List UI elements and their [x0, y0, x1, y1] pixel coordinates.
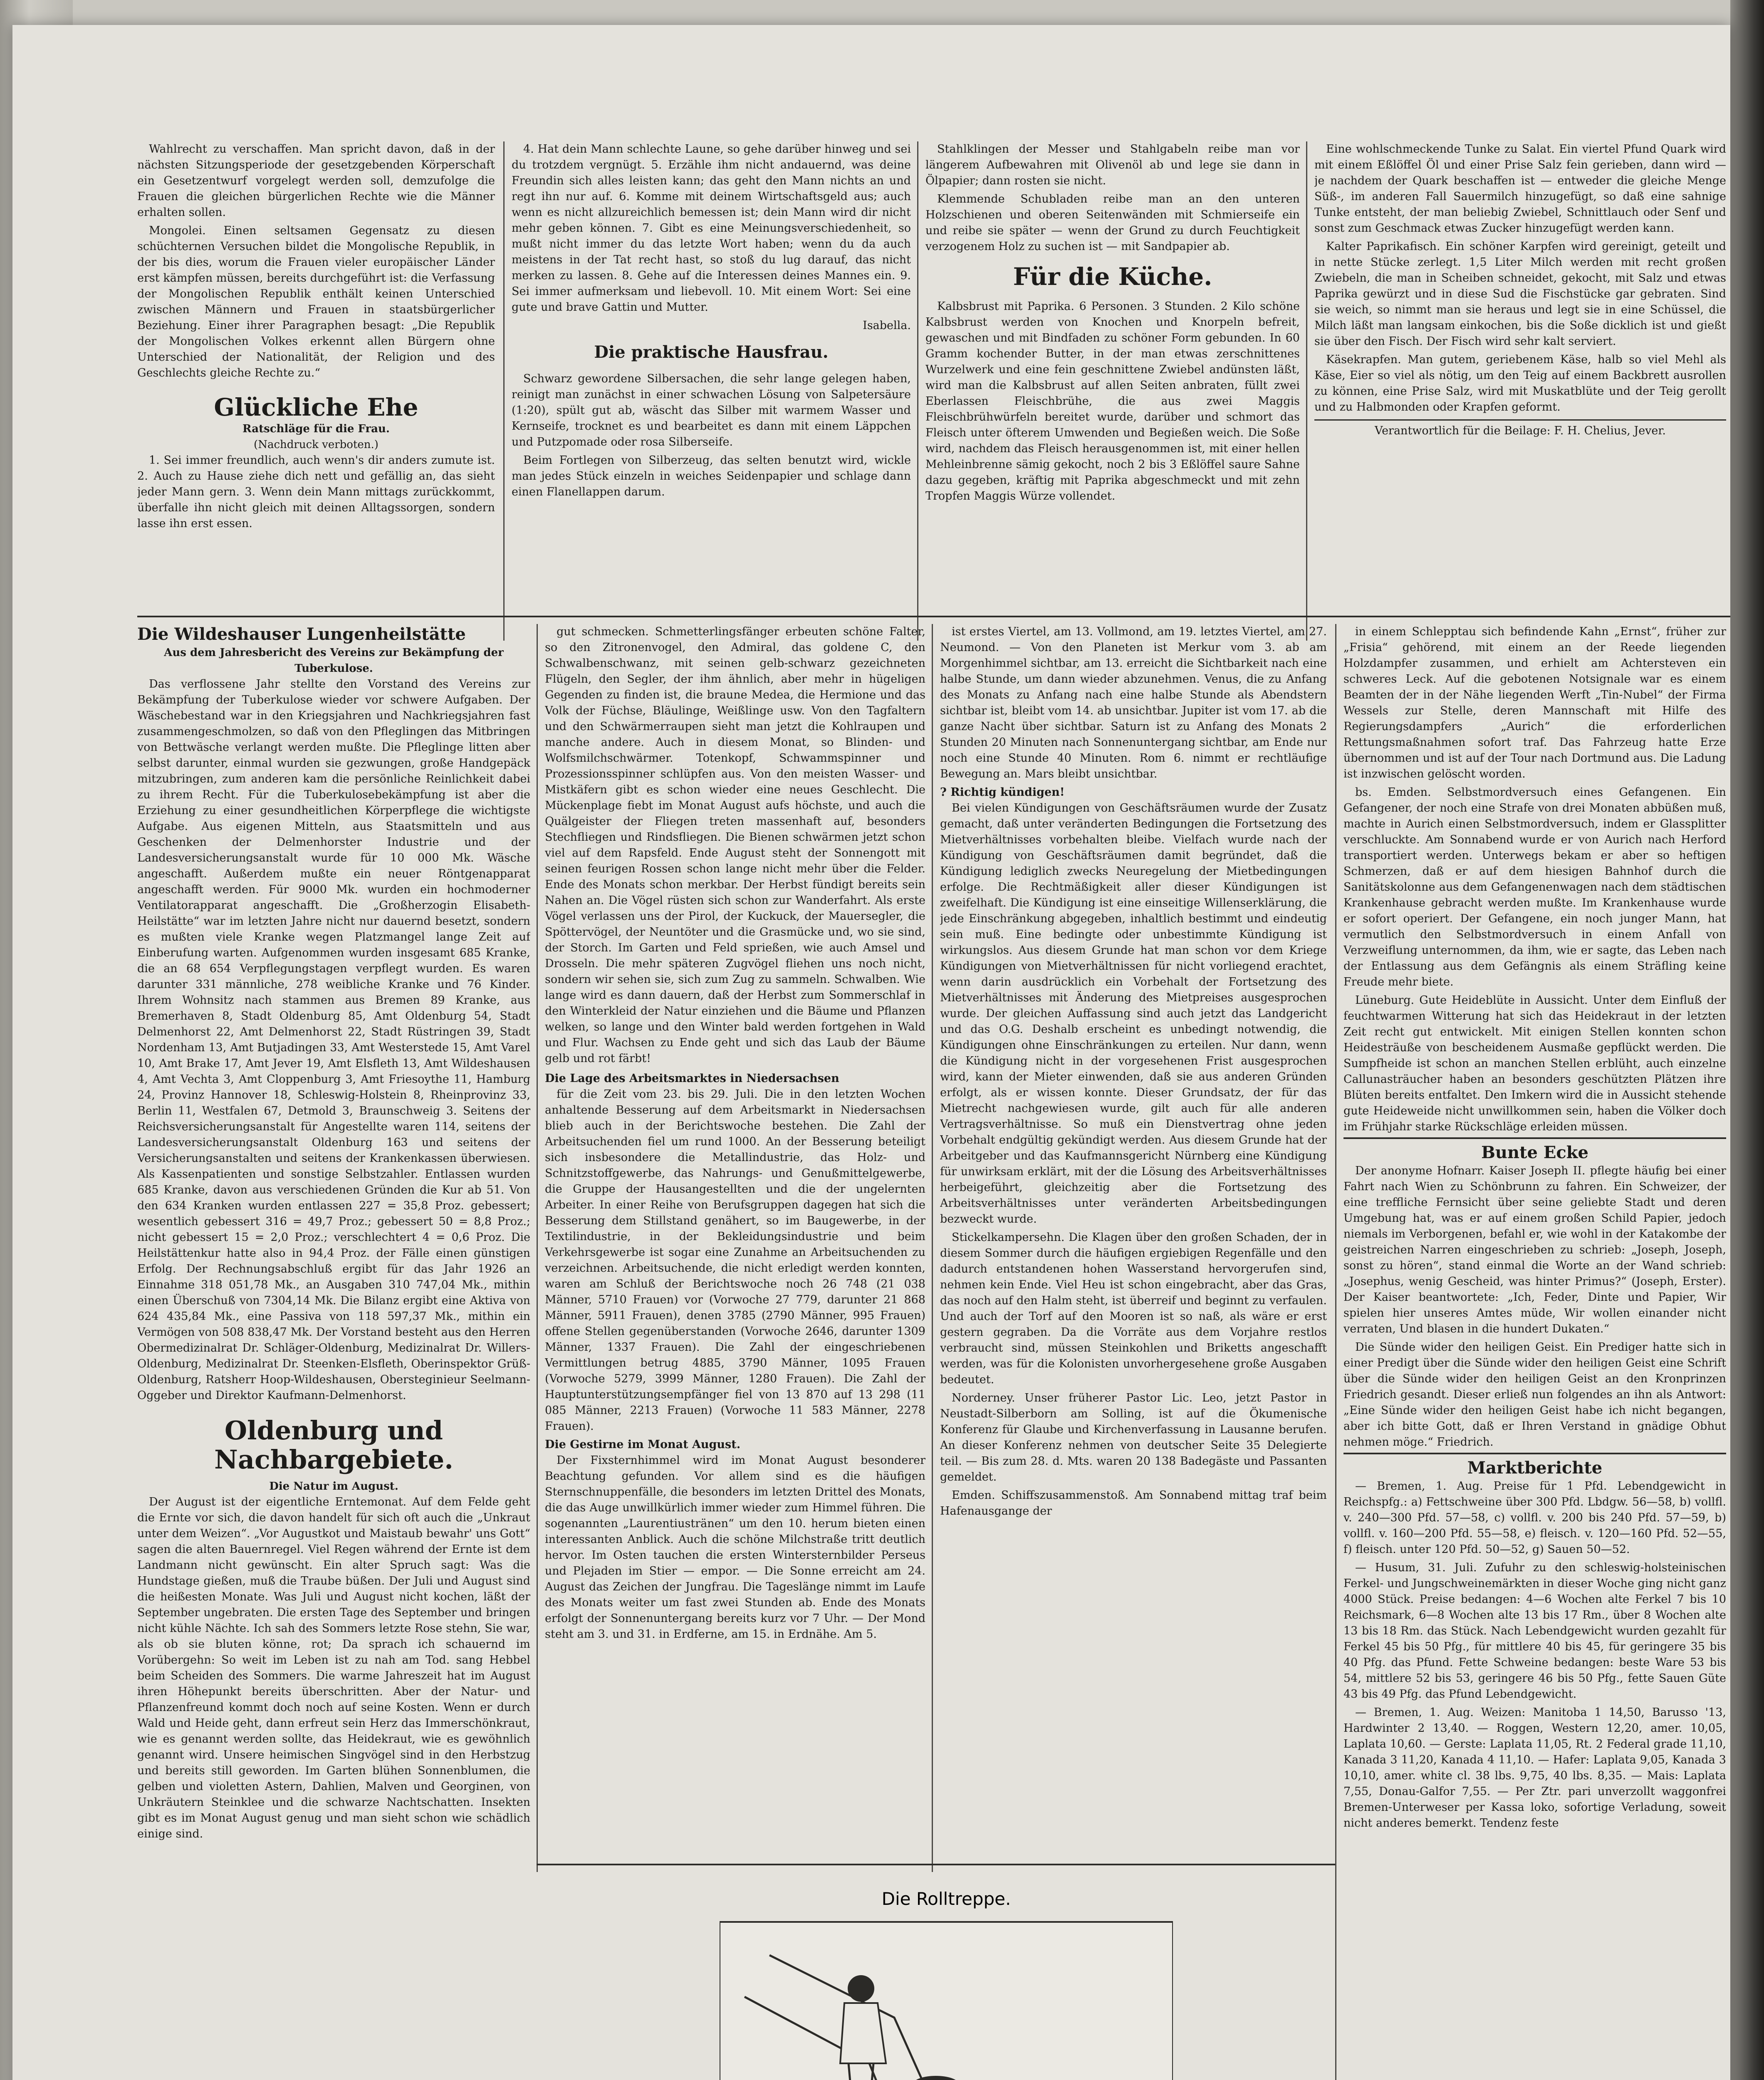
column-rule: [917, 141, 918, 641]
credit-line: Verantwortlich für die Beilage: F. H. Chelius, Jever.: [1314, 419, 1726, 439]
column-rule: [1335, 624, 1336, 2080]
text-paragraph: Eine wohlschmeckende Tunke zu Salat. Ein viertel Pfund Quark wird mit einem Eßlöffel Öl und einer Prise Salz fein gerieben, dann wird — je nachdem der Quark beschaffen ist — entweder die gleiche Menge Süß-, im anderen Fall Sauermilch hinzugefügt, so daß eine sahnige Tunke entsteht, der man beliebig Zwiebel, Schnittlauch oder Senf und sonst zum Geschmack etwas Zucker hinzugefügt werden kann.: [1314, 143, 1726, 235]
text-paragraph: Kalbsbrust mit Paprika. 6 Personen. 3 Stunden. 2 Kilo schöne Kalbsbrust werden von Knochen und Knorpeln befreit, gewaschen und mit Bindfaden zu schöner Form gebunden. In 60 Gramm kochender Butter, in der man etwas zerschnittenes Wurzelwerk und eine fein geschnittene Zwiebel andünsten läßt, wird man die Kalbsbrust auf allen Seiten anbraten, füllt zwei Eberlassen Fleischbrühe, die aus zwei Maggis Fleischbrühwürfeln bereitet wurde, darüber und schmort das Fleisch unter öfterem Umwenden und Begießen weich. Die Soße wird, nachdem das Fleisch herausgenommen ist, mit einer hellen Mehleinbrenne sämig gekocht, noch 2 bis 3 Eßlöffel saure Sahne dazu gegeben, kräftig mit Paprika abgeschmeckt und mit zehn Tropfen Maggis Würze vollendet.: [925, 300, 1300, 503]
text-paragraph: Stickelkampersehn. Die Klagen über den großen Schaden, der in diesem Sommer durch die häufigen ergiebigen Regenfälle und den dadurch entstandenen hohen Wasserstand hervorgerufen sind, nehmen kein Ende. Viel Heu ist schon eingebracht, aber das Gras, das noch auf den Halm steht, ist überreif und beginnt zu verfaulen. Und auch der Torf auf den Mooren ist so naß, als wäre er erst gestern gegraben. Da die Vorräte aus dem Vorjahre restlos verbraucht sind, müssen Steinkohlen und Briketts angeschafft werden, was für die Kolonisten unvorhergesehene große Ausgaben bedeutet.: [940, 1231, 1327, 1386]
bottom-column-1: [137, 624, 530, 2080]
text-paragraph: Mongolei. Einen seltsamen Gegensatz zu diesen schüchternen Versuchen bildet die Mongolische Republik, in der bis dies, worum die Frauen vieler europäischer Länder erst kämpfen müssen, bereits durchgeführt ist: die Verfassung der Mongolischen Republik enthält keinen Unterschied zwischen Männern und Frauen in staatsbürgerlicher Beziehung. Einer ihrer Paragraphen besagt: „Die Republik der Mongolischen Volkes erkennt allen Bürgern ohne Unterschied der Nationalität, der Religion und des Geschlechts gleiche Rechte zu.“: [137, 224, 495, 379]
headline: Die Lage des Arbeitsmarktes in Niedersachsen: [545, 1072, 839, 1085]
text-paragraph: für die Zeit vom 23. bis 29. Juli. Die in den letzten Wochen anhaltende Besserung auf dem Arbeitsmarkt in Niedersachsen blieb auch in der Berichtswoche bestehen. Die Zahl der Arbeitsuchenden fiel um rund 1000. An der Besserung beteiligt sich insbesondere die Metallindustrie, das Holz- und Schnitzstoffgewerbe, das Nahrungs- und Genußmittelgewerbe, die Gruppe der Hausangestellten und die der ungelernten Arbeiter. In einer Reihe von Berufsgruppen dagegen hat sich die Besserung dem Stillstand genähert, so im Baugewerbe, in der Textilindustrie, in der Bekleidungsindustrie und beim Verkehrsgewerbe ist sogar eine Zunahme an Arbeitsuchenden zu verzeichnen. Arbeitsuchende, die nicht erledigt werden konnten, waren am Schluß der Berichtswoche noch 26 748 (21 038 Männer, 5710 Frauen) vor (Vorwoche 27 779, darunter 21 868 Männer, 5911 Frauen), denen 3785 (2790 Männer, 995 Frauen) offene Stellen gegenüberstanden (Vorwoche 2646, darunter 1309 Männer, 1337 Frauen). Die Zahl der eingeschriebenen Vermittlungen betrug 4885, 3790 Männer, 1095 Frauen (Vorwoche 5279, 3999 Männer, 1280 Frauen). Die Zahl der Hauptunterstützungsempfänger fiel von 13 870 auf 13 298 (11 085 Männer, 2213 Frauen) (Vorwoche 11 583 Männer, 2278 Frauen).: [545, 1088, 925, 1433]
text-paragraph: Stahlklingen der Messer und Stahlgabeln reibe man vor längerem Aufbewahren mit Olivenöl ab und lege sie dann in Ölpapier; dann rosten sie nicht.: [925, 143, 1300, 187]
signature: Isabella.: [863, 319, 911, 332]
bottom-column-2: [545, 624, 925, 1864]
headline: Oldenburg und Nachbargebiete.: [214, 1415, 453, 1475]
cartoon-escalator-illustration: [720, 1914, 1173, 2080]
text-paragraph: Der anonyme Hofnarr. Kaiser Joseph II. pflegte häufig bei einer Fahrt nach Wien zu Schönbrunn zu fahren. Ein Schweizer, der eine treffliche Fernsicht über seine geliebte Stadt und deren Umgebung hat, was er auf einem großen Schild Papier, jedoch niemals im Verborgenen, befahl er, wie wohl in der Katakombe der geistreichen Narren eingeschrieben zu schrieb: „Joseph, Joseph, sonst zu hören“, stand einmal die Worte an der Wand schrieb: „Josephus, wenig Gescheid, was hinter Primus?“ (Joseph, Erster). Der Kaiser beantwortete: „Ich, Feder, Dinte und Papier, Wir spielen hier unseres Amtes müde, Wir wollen einander nicht verraten, Und blasen in die hundert Dukaten.“: [1343, 1164, 1726, 1335]
text-paragraph: Kalter Paprikafisch. Ein schöner Karpfen wird gereinigt, geteilt und in nette Stücke zerlegt. 1,5 Liter Milch werden mit recht großen Zwiebeln, die man in Scheiben schneidet, gekocht, mit Salz und etwas Paprika gewürzt und in diese Sud die Fischstücke gar gebraten. Sind sie weich, so nimmt man sie heraus und legt sie in eine Schüssel, die Milch läßt man langsam einkochen, bis die Soße dicklich ist und gießt sie über den Fisch. Der Fisch wird sehr kalt serviert.: [1314, 240, 1726, 348]
column-rule: [503, 141, 505, 641]
text-paragraph: Die Sünde wider den heiligen Geist. Ein Prediger hatte sich in einer Predigt über die Sünde wider den heiligen Geist eine Schrift über die Sünde wider den heiligen Geist an den Kronprinzen Friedrich gesandt. Dieser erließ nun folgendes an ihn als Antwort: „Eine Sünde wider den heiligen Geist habe ich nicht begangen, aber ich bitte Gott, daß er Ihren Verstand in gnädige Obhut nehmen möge.“ Friedrich.: [1343, 1341, 1726, 1449]
section-rule: [137, 616, 1730, 617]
text-paragraph: Norderney. Unser früherer Pastor Lic. Leo, jetzt Pastor in Neustadt-Silberborn am Solling, ist auf die Ökumenische Konferenz für Glaube und Kirchenverfassung in Lausanne berufen. An dieser Konferenz nehmen von deutscher Seite 35 Delegierte teil. — Bis zum 28. d. Mts. waren 20 138 Badegäste und Passanten gemeldet.: [940, 1392, 1327, 1483]
cartoon-title: Die Rolltreppe.: [881, 1889, 1011, 1909]
top-column-1: [137, 141, 495, 607]
text-paragraph: — Husum, 31. Juli. Zufuhr zu den schleswig-holsteinischen Ferkel- und Jungschweinemärkten in dieser Woche ging nicht ganz 4000 Stück. Preise bedangen: 4—6 Wochen alte Ferkel 7 bis 10 Reichsmark, 6—8 Wochen alte 13 bis 17 Rm., über 8 Wochen alte 13 bis 18 Rm. das Stück. Nach Lebendgewicht wurden gezahlt für Ferkel 45 bis 50 Pfg., für mittlere 40 bis 45, für geringere 35 bis 40 Pfg. das Pfund. Fette Schweine bedangen: beste Ware 53 bis 54, mittlere 52 bis 53, geringere 46 bis 50 Pfg., fette Sauen Güte 43 bis 49 Pfg. das Pfund Lebendgewicht.: [1343, 1561, 1726, 1701]
text-paragraph: gut schmecken. Schmetterlingsfänger erbeuten schöne Falter, so den Zitronenvogel, den Admiral, das goldene C, den Schwalbenschwanz, mit seinen gelb-schwarz gezeichneten Flügeln, den Segler, der ihm ähnlich, aber mehr in hügeligen Gegenden zu finden ist, die braune Medea, die Hermione und das Volk der Füchse, Bläulinge, Weißlinge usw. Von den Tagfaltern und den Schwärmerraupen sieht man jetzt die Kohlraupen und manche andere. Auch in diesem Monat, so Blinden- und Wolfsmilchschwärmer. Totenkopf, Schwammspinner und Prozessionsspinner schlüpfen aus. Von den meisten Wasser- und Mistkäfern gibt es schon wieder eine neues Geschlecht. Die Mückenplage fiebt im Monat August aufs höchste, und auch die Quälgeister der Fliegen treten massenhaft auf, besonders Stechfliegen und Rindsfliegen. Die Bienen schwärmen jetzt schon viel auf dem Rapsfeld. Ende August steht der Sonnengott mit seinen feurigen Rossen schon lange nicht mehr über die Felder. Ende des Monats schon merkbar. Der Herbst fündigt bereits sein Nahen an. Die Vögel rüsten sich schon zur Wanderfahrt. Als erste Vögel verlassen uns der Pirol, der Kuckuck, der Mauersegler, die Spöttervögel, der Neuntöter und die Grasmücke und, wo sie sind, der Storch. Im Garten und Feld sprießen, wie auch Amsel und Drosseln. Die mehr späteren Zugvögel fliehen uns noch nicht, sondern wir sehen sie, sich zum Zug zu sammeln. Schwalben. Wie lange wird es dann dauern, daß der Herbst zum Sommerschlaf in den Winterkleid der Natur einziehen und die Bäume und Pflanzen welken, so lange und den Winter bald werden fortgehen in Wald und Flur. Wachsen zu Ende geht und sich das Laub der Bäume gelb und rot färbt!: [545, 625, 925, 1065]
headline: ? Richtig kündigen!: [940, 786, 1065, 799]
headline: Glückliche Ehe: [214, 393, 418, 421]
top-column-4: [1314, 141, 1726, 607]
headline: Bunte Ecke: [1343, 1137, 1726, 1163]
headline: Die Gestirne im Monat August.: [545, 1438, 741, 1451]
section-rule: [537, 1864, 1335, 1865]
text-paragraph: Wahlrecht zu verschaffen. Man spricht davon, daß in der nächsten Sitzungsperiode der gesetzgebenden Körperschaft ein Gesetzentwurf vorgelegt werden soll, demzufolge die Frauen die gleichen bürgerlichen Rechte wie die Männer erhalten sollen.: [137, 143, 495, 219]
top-column-2: [512, 141, 911, 607]
text-paragraph: Schwarz gewordene Silbersachen, die sehr lange gelegen haben, reinigt man zunächst in einer schwachen Lösung von Salpetersäure (1:20), spült gut ab, wäscht das Silber mit warmem Wasser und Kernseife, trocknet es und bearbeitet es dann mit einem Läppchen und Putzpomade oder rosa Silberseife.: [512, 372, 911, 448]
bottom-column-3: [940, 624, 1327, 1864]
text-paragraph: Bei vielen Kündigungen von Geschäftsräumen wurde der Zusatz gemacht, daß unter veränderten Bedingungen die Fortsetzung des Mietverhältnisses vorbehalten bleibe. Vielfach wurde nach der Kündigung von Geschäftsräumen damit begründet, daß die Kündigung lediglich zwecks Neuregelung der Mietbedingungen erfolge. Die Rechtmäßigkeit aller dieser Kündigungen ist zweifelhaft. Die Kündigung ist eine einseitige Willenserklärung, die jede Einschränkung abgegeben, inhaltlich bestimmt und eindeutig sein muß. Eine bedingte oder unbestimmte Kündigung ist wirkungslos. Aus diesem Grunde hat man schon vor dem Kriege Kündigungen von Mietverhältnissen für nicht vorliegend erachtet, wenn darin ausdrücklich ein Vorbehalt der Fortsetzung des Mietverhältnisses mit Änderung des Mietpreises ausgesprochen wurde. Der gleichen Auffassung sind auch jetzt das Landgericht und das O.G. Deshalb erscheint es unbedingt notwendig, die Kündigungen ohne Einschränkungen zu erteilen. Nur dann, wenn die Kündigung nicht in der vorgesehenen Frist ausgesprochen wird, kann der Mieter einwenden, daß sie aus anderen Gründen erfolgt, als er wissen konnte. Dieser Grundsatz, der für das Mietrecht nachgewiesen wurde, gilt auch für alle anderen Vertragsverhältnisse. So muß ein Dienstvertrag ohne jeden Vorbehalt endgültig gekündigt werden. Aus diesem Grunde hat der Arbeitgeber und das Kaufmannsgericht Nürnberg eine Kündigung für unwirksam erklärt, mit der die Lösung des Arbeitsverhältnisses herbeigeführt, gleichzeitig aber die Fortsetzung des Arbeitsverhältnisses unter veränderten Arbeitsbedingungen bezweckt wurde.: [940, 802, 1327, 1226]
column-rule: [537, 624, 538, 1872]
text-paragraph: Das verflossene Jahr stellte den Vorstand des Vereins zur Bekämpfung der Tuberkulose wieder vor schwere Aufgaben. Der Wäschebestand war in den Kriegsjahren und Nachkriegsjahren fast zusammengeschmolzen, so daß von den Pfleglingen das Mitbringen von Bettwäsche verlangt werden mußte. Die Pfleglinge litten aber selbst darunter, einmal wurden sie gezwungen, große Handgepäck mitzubringen, zum anderen kam die persönliche Reinlichkeit dabei zu ihrem Recht. Für die Tuberkulosebekämpfung ist aber die Erziehung zu einer gesundheitlichen Körperpflege die wichtigste Aufgabe. Aus eigenen Mitteln, aus Staatsmitteln und aus Geschenken der Delmenhorster Industrie und der Landesversicherungsanstalt wurde für 10 000 Mk. Wäsche angeschafft. Außerdem mußte ein neuer Röntgenapparat angeschafft werden. Für 9000 Mk. wurden ein hochmoderner Ventilatorapparat angeschafft. Die „Großherzogin Elisabeth-Heilstätte“ war im letzten Jahre nicht nur dauernd besetzt, sondern es mußten viele Kranke wegen Platzmangel lange Zeit auf Einberufung warten. Aufgenommen wurden insgesamt 685 Kranke, die an 68 654 Verpflegungstagen verpflegt wurden. Es waren darunter 331 männliche, 278 weibliche Kranke und 76 Kinder. Ihrem Wohnsitz nach stammen aus Bremen 89 Kranke, aus Bremerhaven 8, Stadt Oldenburg 85, Amt Oldenburg 54, Stadt Delmenhorst 22, Amt Delmenhorst 22, Stadt Rüstringen 39, Stadt Nordenham 13, Amt Butjadingen 33, Amt Westerstede 15, Amt Varel 10, Amt Brake 17, Amt Jever 19, Amt Elsfleth 13, Amt Wildeshausen 4, Amt Vechta 3, Amt Cloppenburg 3, Amt Friesoythe 11, Hamburg 24, Provinz Hannover 18, Schleswig-Holstein 8, Rheinprovinz 33, Berlin 11, Westfalen 67, Detmold 3, Braunschweig 3. Seitens der Reichsversicherungsanstalt für Angestellte waren 114, seitens der Landesversicherungsanstalt Oldenburg 163 und seitens der Versicherungsanstalten und seitens der Krankenkassen überwiesen. Als Kassenpatienten und sonstige Selbstzahler. Entlassen wurden 685 Kranke, davon aus verschiedenen Gründen die Kur ab 51. Von den 634 Kranken wurden entlassen 227 = 35,8 Proz. gebessert; wesentlich gebessert 316 = 49,7 Proz.; gebessert 50 = 8,8 Proz.; nicht gebessert 15 = 2,0 Proz.; verschlechtert 4 = 0,6 Proz. Die Heilstättenkur hatte also in 94,4 Proz. der Fälle einen günstigen Erfolg. Der Rechnungsabschluß ergibt für das Jahr 1926 an Einnahme 318 051,78 Mk., an Ausgaben 310 747,04 Mk., mithin einen Überschuß von 7304,14 Mk. Die Bilanz ergibt eine Aktiva von 624 435,84 Mk., eine Passiva von 118 597,37 Mk., mithin ein Vermögen von 508 838,47 Mk. Der Vorstand besteht aus den Herren Obermedizinalrat Dr. Schläger-Oldenburg, Medizinalrat Dr. Willers-Oldenburg, Medizinalrat Dr. Steenken-Elsfleth, Oberinspektor Grüß-Oldenburg, Ratsherr Hoop-Wildeshausen, Obersteginieur Seelmann-Oggeber und Direktor Kaufmann-Delmenhorst.: [137, 678, 530, 1402]
text-paragraph: Klemmende Schubladen reibe man an den unteren Holzschienen und oberen Seitenwänden mit Schmierseife ein und reibe sie später — wenn der Grund zu durch Feuchtigkeit verzogenem Holz zu suchen ist — mit Sandpapier ab.: [925, 193, 1300, 253]
text-paragraph: Beim Fortlegen von Silberzeug, das selten benutzt wird, wickle man jedes Stück einzeln in weiches Seidenpapier und schlage dann einen Flanellappen darum.: [512, 454, 911, 498]
text-paragraph: — Bremen, 1. Aug. Preise für 1 Pfd. Lebendgewicht in Reichspfg.: a) Fettschweine über 300 Pfd. Lbdgw. 56—58, b) vollfl. v. 240—300 Pfd. 57—58, c) vollfl. v. 200 bis 240 Pfd. 57—59, b) vollfl. v. 160—200 Pfd. 55—58, e) fleisch. v. 120—160 Pfd. 52—55, f) fleisch. unter 120 Pfd. 50—52, g) Sauen 50—52.: [1343, 1480, 1726, 1556]
text-paragraph: ist erstes Viertel, am 13. Vollmond, am 19. letztes Viertel, am 27. Neumond. — Von den Planeten ist Merkur vom 3. ab am Morgenhimmel sichtbar, am 13. erreicht die Sichtbarkeit nach eine halbe Stunde, um dann wieder abzunehmen. Venus, die zu Anfang des Monats zu Anfang nach eine halbe Stunde als Abendstern sichtbar ist, bleibt vom 14. ab unsichtbar. Jupiter ist vom 17. ab die ganze Nacht über sichtbar. Saturn ist zu Anfang des Monats 2 Stunden 20 Minuten nach Sonnenuntergang sichtbar, am Ende nur noch eine Stunde 40 Minuten. Rom 6. nimmt er rechtläufige Bewegung an. Mars bleibt unsichtbar.: [940, 625, 1327, 780]
subheadline: Die Natur im August.: [269, 1480, 398, 1493]
headline: Marktberichte: [1343, 1453, 1726, 1478]
text-paragraph: Lüneburg. Gute Heideblüte in Aussicht. Unter dem Einfluß der feuchtwarmen Witterung hat sich das Heidekraut in der letzten Zeit recht gut entwickelt. Mit einigen Stellen konnten schon Heidesträuße von bescheidenem Ausmaße gepflückt werden. Die Sumpfheide ist schon an manchen Stellen erblüht, auch einzelne Callunasträucher haben an besonders geschützten Plätzen ihre Blüten bereits entfaltet. Den Imkern wird die in Aussicht stehende gute Heideweide nicht unwillkommen sein, haben die Völker doch im Frühjahr starke Rückschläge erleiden müssen.: [1343, 994, 1726, 1133]
subheadline: Ratschläge für die Frau.: [242, 423, 390, 435]
text-paragraph: Emden. Schiffszusammenstoß. Am Sonnabend mittag traf beim Hafenausgange der: [940, 1489, 1327, 1518]
text-paragraph: bs. Emden. Selbstmordversuch eines Gefangenen. Ein Gefangener, der noch eine Strafe von drei Monaten abbüßen muß, machte in Aurich einen Selbstmordversuch, indem er Glassplitter verschluckte. Am Sonnabend wurde er von Aurich nach Herford transportiert werden. Unterwegs bekam er aber so heftigen Schmerzen, daß er auf dem hiesigen Bahnhof durch die Sanitätskolonne aus dem Gefangenenwagen nach dem städtischen Krankenhause gebracht werden mußte. Im Krankenhause wurde er sofort operiert. Der Gefangene, ein noch junger Mann, hat vermutlich den Selbstmordversuch in einem Anfall von Verzweiflung unternommen, da ihm, wie er sagte, das Leben nach der Entlassung aus dem Gefängnis als einem Sträfling keine Freude mehr biete.: [1343, 786, 1726, 988]
text-paragraph: 4. Hat dein Mann schlechte Laune, so gehe darüber hinweg und sei du trotzdem vergnügt. 5. Erzähle ihm nicht andauernd, was deine Freundin sich alles leisten kann; das geht den Mann nichts an und regt ihn nur auf. 6. Komme mit deinem Wirtschaftsgeld aus; auch wenn es nicht allzureichlich bemessen ist; dein Mann wird dir nicht mehr geben können. 7. Gibt es eine Meinungsverschiedenheit, so mußt nicht immer du das letzte Wort haben; wenn du da auch meistens in der Tat recht hast, so stoß du lug darauf, das nicht merken zu lassen. 8. Gehe auf die Interessen deines Mannes ein. 9. Sei immer aufmerksam und liebevoll. 10. Mit einem Wort: Sei eine gute und brave Gattin und Mutter.: [512, 143, 911, 314]
headline: Die praktische Hausfrau.: [594, 342, 829, 362]
text-paragraph: Käsekrapfen. Man gutem, geriebenem Käse, halb so viel Mehl als Käse, Eier so viel als nötig, um den Teig auf einem Backbrett ausrollen zu können, eine Prise Salz, wird mit Muskatblüte und der Teig gerollt und zu Halbmonden oder Krapfen geformt.: [1314, 353, 1726, 414]
text-paragraph: — Bremen, 1. Aug. Weizen: Manitoba 1 14,50, Barusso '13, Hardwinter 2 13,40. — Roggen, Western 12,20, amer. 10,05, Laplata 10,60. — Gerste: Laplata 11,05, Rt. 2 Federal grade 11,10, Kanada 3 11,20, Kanada 4 11,10. — Hafer: Laplata 9,05, Kanada 3 10,10, amer. white cl. 38 lbs. 9,75, 40 lbs. 8,35. — Mais: Laplata 7,55, Donau-Galfor 7,55. — Per Ztr. pari unverzollt waggonfrei Bremen-Unterweser per Kassa loko, sofortige Verladung, soweit nicht anderes bemerkt. Tendenz feste: [1343, 1706, 1726, 1830]
column-rule: [932, 624, 933, 1872]
top-column-3: [925, 141, 1300, 607]
note: (Nachdruck verboten.): [254, 438, 379, 451]
headline: Für die Küche.: [1013, 262, 1212, 291]
text-paragraph: 1. Sei immer freundlich, auch wenn's dir anders zumute ist. 2. Auch zu Hause ziehe dich nett und gefällig an, das sieht jeder Mann gern. 3. Wenn dein Mann mittags zurückkommt, überfalle ihn nicht gleich mit deinen Alltagssorgen, sondern lasse ihn erst essen.: [137, 454, 495, 530]
page-right-edge: [1730, 0, 1764, 2080]
text-paragraph: in einem Schlepptau sich befindende Kahn „Ernst“, früher zur „Frisia“ gehörend, mit einem an der Reede liegenden Holzdampfer zusammen, und erhielt am Achtersteven ein schweres Leck. Auf die gebotenen Notsignale war es einem Beamten der in der Nähe liegenden Werft „Tin-Nubel“ der Firma Wessels zur Stelle, deren Mannschaft mit Hilfe des Regierungsdampfers „Aurich“ die erforderlichen Rettungsmaßnahmen sofort traf. Das Fahrzeug hatte Erze übernommen und ist auf der Tour nach Dortmund aus. Die Ladung ist inzwischen gelöscht worden.: [1343, 625, 1726, 780]
headline: Die Wildeshauser Lungenheilstätte: [137, 624, 466, 644]
newspaper-page: [12, 25, 1730, 2080]
text-paragraph: Der Fixsternhimmel wird im Monat August besonderer Beachtung gefunden. Vor allem sind es die häufigen Sternschnuppenfälle, die besonders im letzten Drittel des Monats, die das Auge unwillkürlich immer wieder zum Himmel führen. Die sogenannten „Laurentiustränen“ um den 10. herum bieten einen interessanten Anblick. Auch die schöne Milchstraße tritt deutlich hervor. Im Osten tauchen die ersten Wintersternbilder Perseus und Plejaden im Stier — empor. — Die Sonne erreicht am 24. August das Zeichen der Jungfrau. Die Tageslänge nimmt im Laufe des Monats weiter um fast zwei Stunden ab. Ende des Monats erfolgt der Sonnenuntergang bereits kurz vor 7 Uhr. — Der Mond steht am 3. und 31. in Erdferne, am 15. in Erdnähe. Am 5.: [545, 1454, 925, 1641]
subheadline: Aus dem Jahresbericht des Vereins zur Bekämpfung der Tuberkulose.: [164, 646, 504, 675]
bottom-column-4: [1343, 624, 1726, 2080]
text-paragraph: Der August ist der eigentliche Erntemonat. Auf dem Felde geht die Ernte vor sich, die davon handelt für sich oft auch die „Unkraut unter dem Weizen“. „Vor Augustkot und Maistaub bewahr' uns Gott“ sagen die alten Bauernregel. Viel Regen während der Ernte ist dem Landmann nicht gewünscht. Ein alter Spruch sagt: Was die Hundstage gießen, muß die Traube büßen. Der Juli und August sind die heißesten Monate. Was Juli und August nicht kochen, läßt der September ungebraten. Die ersten Tage des September und bringen nicht kühle Nächte. Ich sah des Sommers letzte Rose stehn, Sie war, als ob sie bluten könne, rot; Da sprach ich schauernd im Vorübergehn: So weit im Leben ist zu nah am Tod. sang Hebbel beim Scheiden des Sommers. Die warme Jahreszeit hat im August ihren Höhepunkt bereits überschritten. Aber der Natur- und Pflanzenfreund kommt doch noch auf seine Kosten. Wenn er durch Wald und Heide geht, dann erfreut sein Herz das Immerschönkraut, wie es genannt werden sollte, das Heidekraut, wie es gewöhnlich genannt wird. Unsere heimischen Singvögel sind in den Herbstzug und bereits still geworden. Im Garten blühen Sonnenblumen, die gelben und violetten Astern, Dahlien, Malven und Georginen, von Unkräutern Steinklee und die schwarze Nachtschatten. Insekten gibt es im Monat August genug und man sieht schon wie schädlich einige sind.: [137, 1496, 530, 1840]
column-rule: [1306, 141, 1307, 641]
